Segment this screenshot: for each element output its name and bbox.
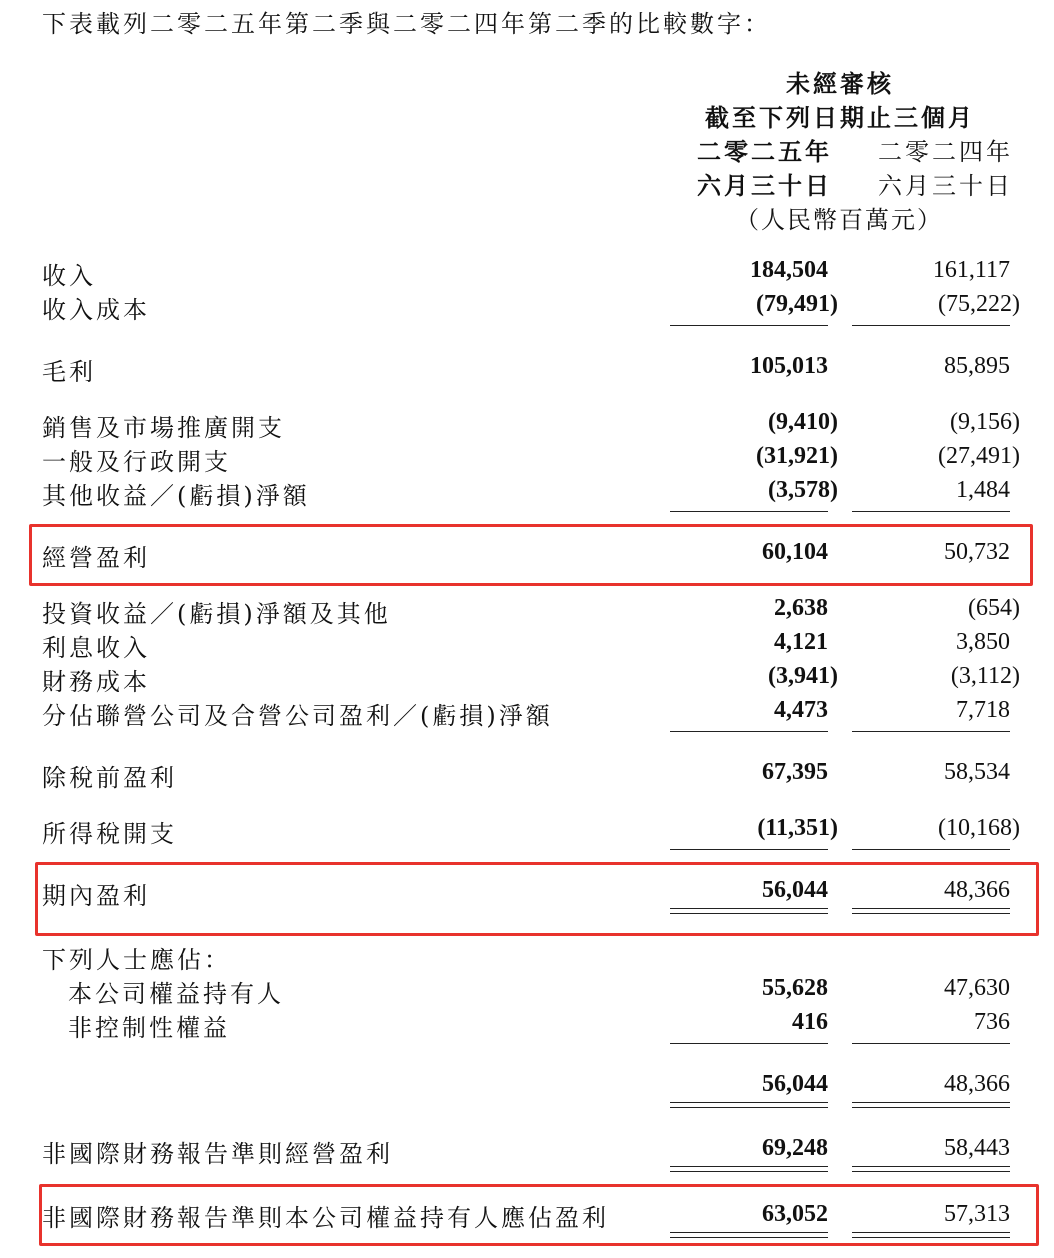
- row-label: 收入: [42, 262, 96, 290]
- intro-text: 下表載列二零二五年第二季與二零二四年第二季的比較數字：: [42, 10, 771, 38]
- row-label: 分佔聯營公司及合營公司盈利／(虧損)淨額: [42, 702, 553, 730]
- subtotal-rule: [670, 1043, 828, 1044]
- row-value-2025: 55,628: [762, 975, 828, 1001]
- header-col2-year: 二零二四年: [878, 138, 1013, 166]
- total-double-rule: [670, 1232, 828, 1238]
- row-value-2024: 58,534: [944, 759, 1010, 785]
- row-value-2025: 63,052: [762, 1201, 828, 1227]
- row-value-2024: 7,718: [956, 697, 1010, 723]
- row-value-2024: (3,112): [950, 663, 1020, 689]
- row-value-2024: 50,732: [944, 539, 1010, 565]
- row-label: 非國際財務報告準則本公司權益持有人應佔盈利: [42, 1204, 609, 1232]
- row-value-2024: 58,443: [944, 1135, 1010, 1161]
- row-value-2025: 184,504: [750, 257, 828, 283]
- row-value-2025: 60,104: [762, 539, 828, 565]
- subtotal-rule: [670, 849, 828, 850]
- row-value-2024: 161,117: [932, 257, 1010, 283]
- row-value-2024: 47,630: [944, 975, 1010, 1001]
- subtotal-rule: [852, 1043, 1010, 1044]
- row-label: 銷售及市場推廣開支: [42, 414, 285, 442]
- row-value-2024: 48,366: [944, 877, 1010, 903]
- row-value-2024: 85,895: [944, 353, 1010, 379]
- row-label: 一般及行政開支: [42, 448, 231, 476]
- row-label: 其他收益／(虧損)淨額: [42, 482, 310, 510]
- row-value-2024: 57,313: [944, 1201, 1010, 1227]
- row-value-2024: (75,222): [938, 291, 1020, 317]
- total-double-rule: [670, 1102, 828, 1108]
- header-col1-year: 二零二五年: [697, 137, 832, 166]
- row-label: 下列人士應佔：: [42, 946, 231, 974]
- row-value-2025: (3,578): [768, 477, 838, 503]
- row-value-2025: 56,044: [762, 1071, 828, 1097]
- row-label: 利息收入: [42, 634, 150, 662]
- subtotal-rule: [852, 731, 1010, 732]
- row-value-2024: (27,491): [938, 443, 1020, 469]
- row-label: 所得稅開支: [42, 820, 177, 848]
- total-double-rule: [670, 908, 828, 914]
- row-label: 非國際財務報告準則經營盈利: [42, 1140, 393, 1168]
- total-double-rule: [852, 908, 1010, 914]
- row-label: 除稅前盈利: [42, 764, 177, 792]
- row-value-2025: (31,921): [756, 443, 838, 469]
- header-currency: （人民幣百萬元）: [735, 206, 943, 234]
- row-value-2024: 48,366: [944, 1071, 1010, 1097]
- row-value-2025: (9,410): [768, 409, 838, 435]
- row-value-2025: 2,638: [774, 595, 828, 621]
- row-value-2025: 69,248: [762, 1135, 828, 1161]
- subtotal-rule: [852, 849, 1010, 850]
- row-label: 收入成本: [42, 296, 150, 324]
- row-value-2025: (3,941): [768, 663, 838, 689]
- header-unaudited: 未經審核: [786, 69, 894, 98]
- row-value-2024: 1,484: [956, 477, 1010, 503]
- header-col1-date: 六月三十日: [697, 171, 832, 200]
- total-double-rule: [852, 1102, 1010, 1108]
- total-double-rule: [852, 1232, 1010, 1238]
- header-col2-date: 六月三十日: [878, 172, 1013, 200]
- row-value-2025: 4,473: [774, 697, 828, 723]
- subtotal-rule: [852, 325, 1010, 326]
- subtotal-rule: [670, 511, 828, 512]
- row-value-2025: 67,395: [762, 759, 828, 785]
- row-value-2025: 4,121: [774, 629, 828, 655]
- row-label: 投資收益／(虧損)淨額及其他: [42, 600, 391, 628]
- row-value-2024: 3,850: [956, 629, 1010, 655]
- row-value-2025: 105,013: [750, 353, 828, 379]
- total-double-rule: [852, 1166, 1010, 1172]
- row-label: 經營盈利: [42, 544, 150, 572]
- row-label: 本公司權益持有人: [68, 980, 284, 1008]
- row-value-2025: (11,351): [757, 815, 838, 841]
- row-label: 非控制性權益: [68, 1014, 230, 1042]
- row-value-2024: (10,168): [938, 815, 1020, 841]
- row-label: 毛利: [42, 358, 96, 386]
- row-value-2025: 416: [792, 1009, 828, 1035]
- row-value-2024: (654): [968, 595, 1020, 621]
- row-label: 期內盈利: [42, 882, 150, 910]
- subtotal-rule: [670, 325, 828, 326]
- total-double-rule: [670, 1166, 828, 1172]
- row-value-2024: 736: [974, 1009, 1010, 1035]
- subtotal-rule: [852, 511, 1010, 512]
- header-period: 截至下列日期止三個月: [705, 103, 975, 132]
- subtotal-rule: [670, 731, 828, 732]
- row-label: 財務成本: [42, 668, 150, 696]
- row-value-2025: (79,491): [756, 291, 838, 317]
- row-value-2025: 56,044: [762, 877, 828, 903]
- row-value-2024: (9,156): [950, 409, 1020, 435]
